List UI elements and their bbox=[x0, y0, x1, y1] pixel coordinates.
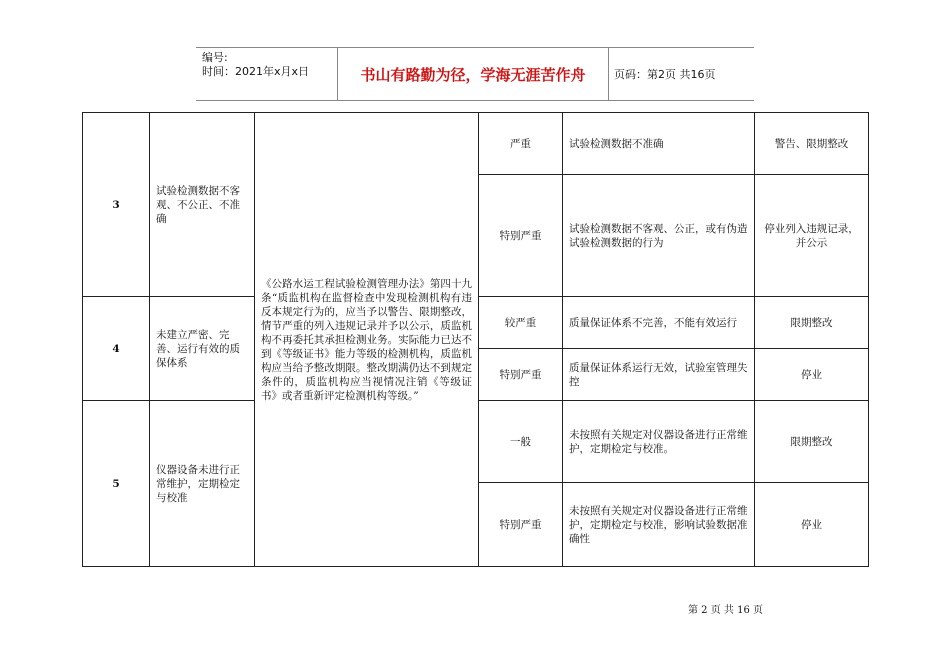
penalty: 警告、限期整改 bbox=[755, 113, 869, 175]
penalty: 限期整改 bbox=[755, 297, 869, 349]
penalty-table bbox=[82, 112, 869, 567]
page-footer: 第 2 页 共 16 页 bbox=[688, 605, 763, 616]
severity-level: 严重 bbox=[479, 113, 563, 175]
violation-behavior: 未按照有关规定对仪器设备进行正常维护，定期检定与校准。 bbox=[563, 401, 755, 483]
item-number: 3 bbox=[83, 113, 150, 297]
severity-level: 较严重 bbox=[479, 297, 563, 349]
severity-level: 特别严重 bbox=[479, 483, 563, 567]
legal-basis: 《公路水运工程试验检测管理办法》第四十九条“质监机构在监督检查中发现检测机构有违反本规定行为的，应当予以警告、限期整改，情节严重的列入违规记录并予以公示，质监机构不再委托其承担检测业务。实际能力已达不到《等级证书》能力等级的检测机构，质监机构应当给予整改期限。整改期满仍达不到规定条件的，质监机构应当视情况注销《等级证书》或者重新评定检测机构等级。” bbox=[255, 113, 479, 567]
penalty: 停业 bbox=[755, 349, 869, 401]
severity-level: 特别严重 bbox=[479, 175, 563, 297]
severity-level: 一般 bbox=[479, 401, 563, 483]
violation-behavior: 未按照有关规定对仪器设备进行正常维护，定期检定与校准，影响试验数据准确性 bbox=[563, 483, 755, 567]
penalty: 停业 bbox=[755, 483, 869, 567]
header-motto: 书山有路勤为径，学海无涯苦作舟 bbox=[360, 65, 586, 84]
violation-behavior: 试验检测数据不准确 bbox=[563, 113, 755, 175]
item-issue: 仪器设备未进行正常维护，定期检定与校准 bbox=[150, 401, 255, 567]
item-issue: 未建立严密、完善、运行有效的质保体系 bbox=[150, 297, 255, 401]
violation-behavior: 试验检测数据不客观、公正，或有伪造试验检测数据的行为 bbox=[563, 175, 755, 297]
table-row bbox=[83, 113, 869, 175]
item-number: 5 bbox=[83, 401, 150, 567]
violation-behavior: 质量保证体系运行无效，试验室管理失控 bbox=[563, 349, 755, 401]
item-number: 4 bbox=[83, 297, 150, 401]
header-page-info: 页码：第2页 共16页 bbox=[614, 68, 716, 81]
severity-level: 特别严重 bbox=[479, 349, 563, 401]
header-meta bbox=[202, 51, 309, 79]
penalty: 限期整改 bbox=[755, 401, 869, 483]
penalty: 停业列入违规记录，并公示 bbox=[755, 175, 869, 297]
date-label: 时间：2021年x月x日 bbox=[202, 65, 310, 78]
code-label: 编号: bbox=[202, 51, 228, 64]
item-issue: 试验检测数据不客观、不公正、不准确 bbox=[150, 113, 255, 297]
page-header bbox=[196, 47, 754, 101]
violation-behavior: 质量保证体系不完善，不能有效运行 bbox=[563, 297, 755, 349]
